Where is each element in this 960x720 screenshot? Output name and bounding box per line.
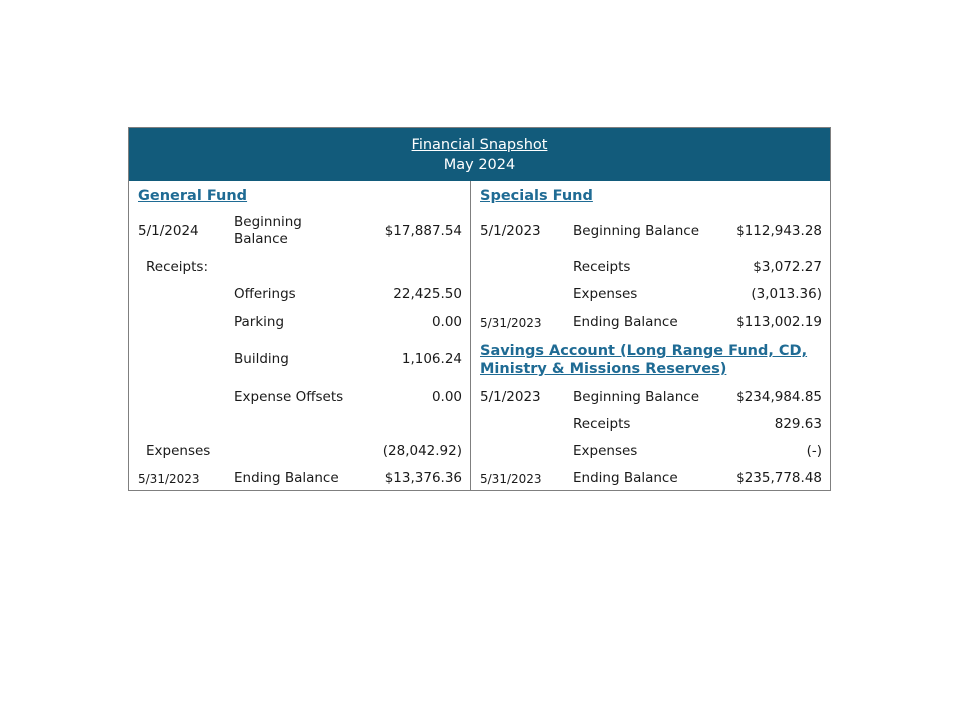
general-parking-label: Parking [234, 314, 285, 330]
general-end-amount: $13,376.36 [384, 470, 462, 486]
general-building-label: Building [234, 351, 289, 367]
general-offerings-amount: 22,425.50 [393, 286, 462, 302]
general-parking-amount: 0.00 [431, 314, 462, 330]
general-offsets-amount: 0.00 [431, 389, 462, 405]
savings-end-date: 5/31/2023 [480, 472, 542, 486]
specials-fund-heading: Specials Fund [480, 188, 593, 204]
savings-end-amount: $235,778.48 [736, 470, 822, 486]
snapshot-header [129, 128, 830, 181]
specials-savings-column [471, 181, 830, 490]
general-end-date: 5/31/2023 [138, 472, 200, 486]
specials-receipts-amount: $3,072.27 [753, 259, 822, 275]
specials-receipts-label: Receipts [573, 259, 631, 275]
savings-expenses-amount: (-) [806, 443, 822, 459]
general-expenses-label: Expenses [146, 443, 211, 459]
savings-account-heading: Savings Account (Long Range Fund, CD, Ministry & Missions Reserves) [480, 343, 808, 377]
savings-receipts-label: Receipts [573, 416, 631, 432]
specials-end-label: Ending Balance [573, 314, 678, 330]
specials-end-amount: $113,002.19 [736, 314, 822, 330]
snapshot-title: Financial Snapshot [411, 136, 548, 153]
savings-receipts-amount: 829.63 [774, 416, 822, 432]
general-expenses-amount: (28,042.92) [382, 443, 462, 459]
specials-expenses-label: Expenses [573, 286, 638, 302]
specials-begin-amount: $112,943.28 [736, 223, 822, 239]
general-offsets-label: Expense Offsets [234, 389, 344, 405]
general-offerings-label: Offerings [234, 286, 296, 302]
snapshot-body [129, 181, 830, 490]
savings-begin-date: 5/1/2023 [480, 389, 541, 405]
specials-expenses-amount: (3,013.36) [751, 286, 822, 302]
savings-begin-label: Beginning Balance [573, 389, 700, 405]
general-building-amount: 1,106.24 [401, 351, 462, 367]
financial-snapshot-table [128, 127, 831, 491]
general-begin-amount: $17,887.54 [384, 223, 462, 239]
savings-end-label: Ending Balance [573, 470, 678, 486]
specials-begin-date: 5/1/2023 [480, 223, 541, 239]
specials-begin-label: Beginning Balance [573, 223, 700, 239]
specials-end-date: 5/31/2023 [480, 316, 542, 330]
savings-begin-amount: $234,984.85 [736, 389, 822, 405]
general-begin-date: 5/1/2024 [138, 223, 199, 239]
general-fund-heading: General Fund [138, 188, 248, 204]
general-fund-column [129, 181, 471, 490]
snapshot-period: May 2024 [443, 156, 516, 173]
general-end-label: Ending Balance [234, 470, 339, 486]
general-begin-label: Beginning Balance [234, 214, 302, 247]
savings-expenses-label: Expenses [573, 443, 638, 459]
general-receipts-label: Receipts: [146, 259, 209, 275]
